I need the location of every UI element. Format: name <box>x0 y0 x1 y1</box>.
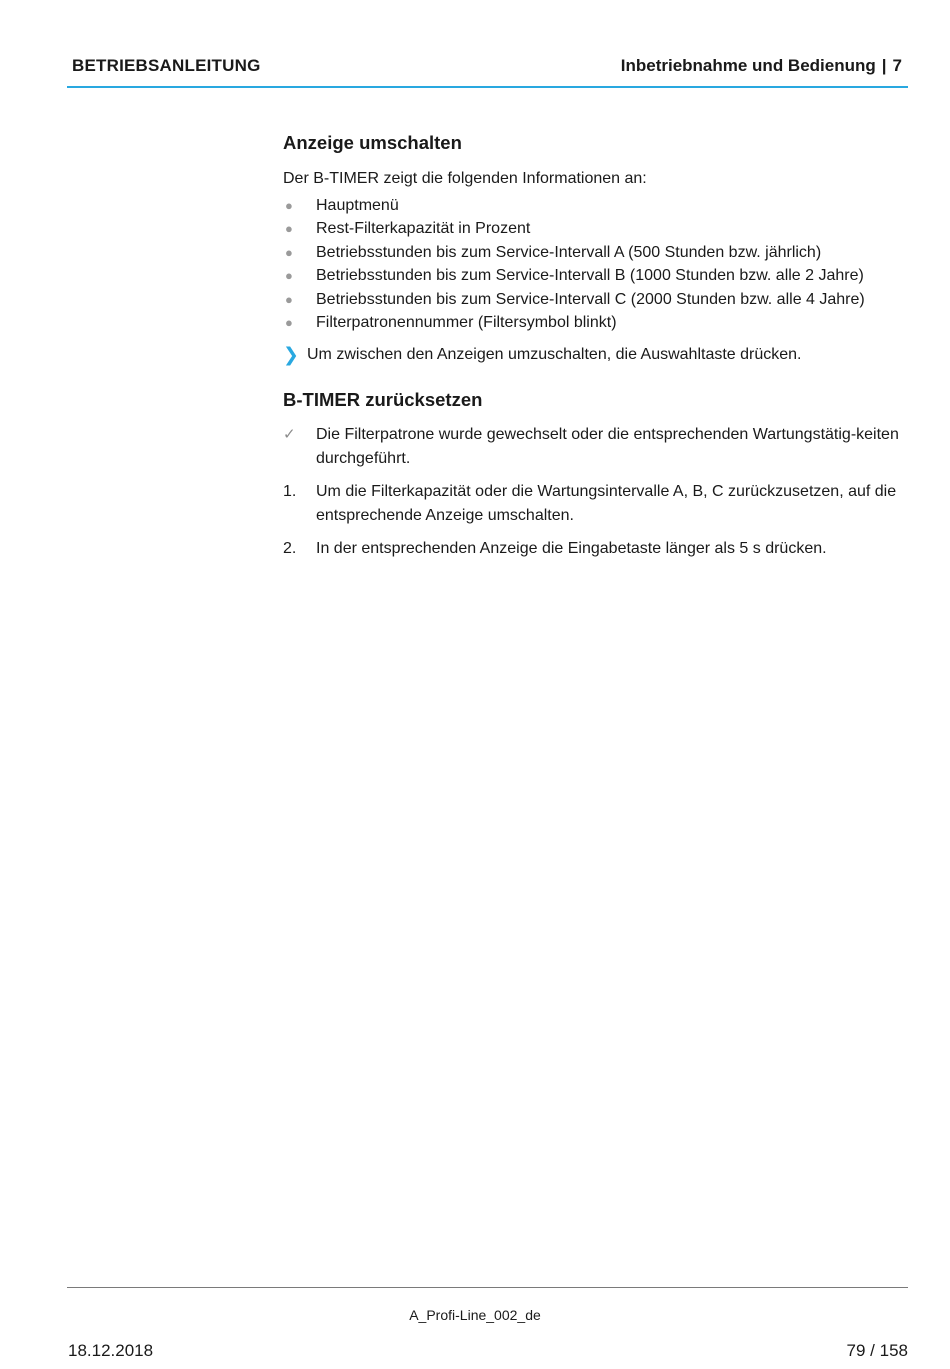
info-list <box>283 194 908 334</box>
page-number: 79 / 158 <box>846 1341 908 1360</box>
list-item <box>283 194 908 217</box>
list-item-text: Betriebsstunden bis zum Service-Intervall C (2000 Stunden bzw. alle 4 Jahre) <box>316 290 865 308</box>
document-type-label: BETRIEBSANLEITUNG <box>72 56 261 75</box>
list-item-text: Betriebsstunden bis zum Service-Intervall B (1000 Stunden bzw. alle 2 Jahre) <box>316 267 864 285</box>
precondition-text: Die Filterpatrone wurde gewechselt oder die entsprechenden Wartungstätig-keiten durchgeführt. <box>316 426 899 468</box>
list-item-text: Rest-Filterkapazität in Prozent <box>316 220 531 238</box>
list-item-text: Betriebsstunden bis zum Service-Intervall A (500 Stunden bzw. jährlich) <box>316 243 822 261</box>
bullet-icon: ● <box>285 244 293 260</box>
bullet-icon: ● <box>285 221 293 237</box>
step-text: In der entsprechenden Anzeige die Eingabetaste länger als 5 s drücken. <box>316 540 827 558</box>
bullet-icon: ● <box>285 198 293 213</box>
precondition <box>283 423 908 471</box>
chapter-title <box>621 56 902 76</box>
list-item-text: Filterpatronennummer (Filtersymbol blinkt) <box>316 314 617 332</box>
step-item <box>283 480 908 528</box>
chapter-number: 7 <box>892 56 902 75</box>
section-heading-switch-display: Anzeige umschalten <box>283 132 462 153</box>
step-text: Um die Filterkapazität oder die Wartungsintervalle A, B, C zurückzusetzen, auf die entsprechende Anzeige umschalten. <box>316 483 897 525</box>
step-number: 2. <box>283 540 297 558</box>
step-number: 1. <box>283 483 297 501</box>
chapter-separator: | <box>881 56 887 75</box>
list-item <box>283 264 908 287</box>
main-content <box>283 132 908 570</box>
section-heading-reset-timer: B-TIMER zurücksetzen <box>283 389 483 411</box>
list-item <box>283 241 908 264</box>
bullet-icon: ● <box>285 315 293 331</box>
document-date: 18.12.2018 <box>68 1341 154 1360</box>
list-item <box>283 311 908 334</box>
bullet-icon: ● <box>285 268 293 284</box>
section-intro: Der B-TIMER zeigt die folgenden Informationen an: <box>283 170 647 187</box>
checkmark-icon: ✓ <box>283 426 296 444</box>
document-id: A_Profi-Line_002_de <box>409 1307 541 1323</box>
list-item <box>283 288 908 311</box>
step-item <box>283 537 908 561</box>
bullet-icon: ● <box>285 291 293 307</box>
action-text: Um zwischen den Anzeigen umzuschalten, die Auswahltaste drücken. <box>307 346 802 364</box>
list-item-text: Hauptmenü <box>316 197 399 214</box>
chapter-name: Inbetriebnahme und Bedienung <box>620 56 876 75</box>
list-item <box>283 217 908 240</box>
footer-divider <box>67 1287 908 1288</box>
page-header <box>67 54 908 88</box>
chevron-right-icon: ❯ <box>283 345 299 367</box>
action-instruction <box>283 343 908 366</box>
